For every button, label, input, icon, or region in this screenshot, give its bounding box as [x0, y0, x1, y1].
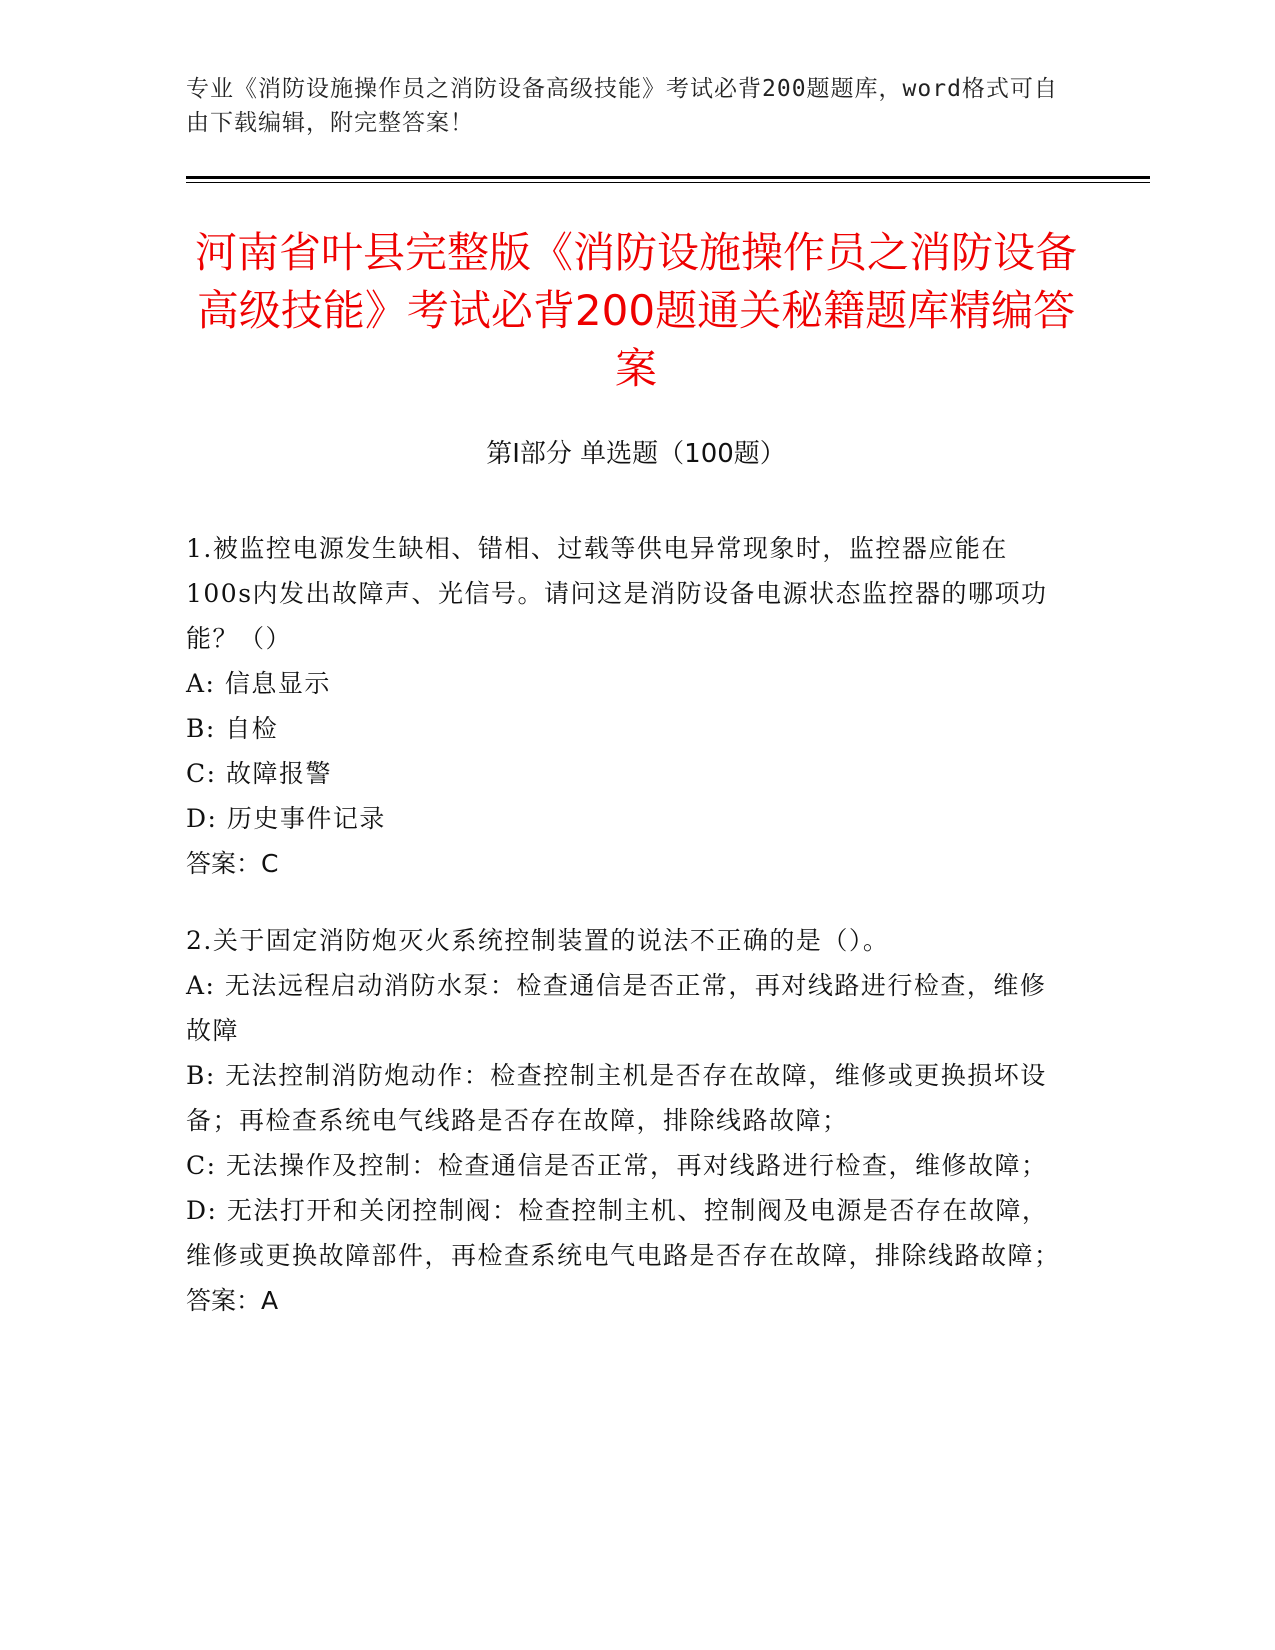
- question-2: [186, 918, 1066, 1323]
- question-1-option-a: A: 信息显示: [186, 669, 331, 698]
- header-rule-thick: [186, 176, 1150, 179]
- question-2-option-a: A: 无法远程启动消防水泵：检查通信是否正常，再对线路进行检查，维修故障: [186, 971, 1047, 1045]
- question-list: [186, 526, 1066, 1355]
- question-1-text: 1.被监控电源发生缺相、错相、过载等供电异常现象时，监控器应能在100s内发出故障声、光信号。请问这是消防设备电源状态监控器的哪项功能？（）: [186, 534, 1048, 653]
- question-1-option-c: C: 故障报警: [186, 759, 332, 788]
- question-2-option-d: D: 无法打开和关闭控制阀：检查控制主机、控制阀及电源是否存在故障，维修或更换故障部件，再检查系统电气电路是否存在故障，排除线路故障；: [186, 1196, 1061, 1270]
- document-title: 河南省叶县完整版《消防设施操作员之消防设备高级技能》考试必背200题通关秘籍题库精编答案: [194, 228, 1077, 393]
- question-2-option-c: C: 无法操作及控制：检查通信是否正常，再对线路进行检查，维修故障；: [186, 1151, 1048, 1180]
- question-1-option-d: D: 历史事件记录: [186, 804, 386, 833]
- question-2-text: 2.关于固定消防炮灭火系统控制装置的说法不正确的是（）。: [186, 926, 890, 955]
- question-2-answer: 答案：A: [186, 1286, 279, 1315]
- question-2-option-b: B: 无法控制消防炮动作：检查控制主机是否存在故障，维修或更换损坏设备；再检查系统电气线路是否存在故障，排除线路故障；: [186, 1061, 1047, 1135]
- question-1-option-b: B: 自检: [186, 714, 279, 743]
- section-heading: 第I部分 单选题（100题）: [486, 439, 786, 469]
- header-rule-thin: [186, 182, 1150, 183]
- question-1-answer: 答案：C: [186, 849, 279, 878]
- question-1: [186, 526, 1066, 886]
- header-note: 专业《消防设施操作员之消防设备高级技能》考试必背200题题库，word格式可自由下载编辑，附完整答案！: [186, 76, 1058, 136]
